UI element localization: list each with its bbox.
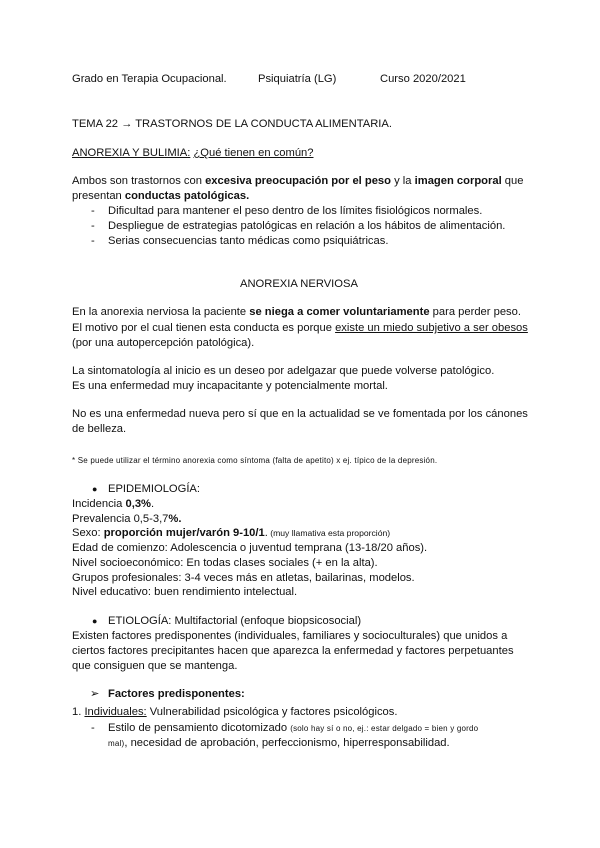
text: Estilo de pensamiento dicotomizado xyxy=(108,722,291,734)
etiology-heading: ETIOLOGÍA: Multifactorial (enfoque biopsicosocial) xyxy=(108,615,362,627)
dash-bullet: - xyxy=(91,220,95,232)
intro-text: y la xyxy=(391,175,415,187)
text: Vulnerabilidad psicológica y factores psicológicos. xyxy=(146,706,398,718)
course-name: Grado en Terapia Ocupacional. xyxy=(72,73,227,85)
groups-line: Grupos profesionales: 3-4 veces más en atletas, bailarinas, modelos. xyxy=(72,572,415,584)
paragraph-line: No es una enfermedad nueva pero sí que en la actualidad se ve fomentada por los cánones xyxy=(72,408,528,420)
heading-part-b: ¿Qué tienen en común? xyxy=(193,147,314,159)
text: En la anorexia nerviosa la paciente xyxy=(72,306,250,318)
epidemiology-heading: EPIDEMIOLOGÍA: xyxy=(108,483,201,495)
text: El motivo por el cual tienen esta conducta es porque xyxy=(72,322,336,334)
intro-text: presentan xyxy=(72,190,125,202)
paragraph-line: La sintomatología al inicio es un deseo por adelgazar que puede volverse patológico. xyxy=(72,365,495,377)
text: para perder peso. xyxy=(429,306,521,318)
paragraph-line: (por una autopercepción patológica). xyxy=(72,337,255,349)
age-line: Edad de comienzo: Adolescencia o juventud temprana (13-18/20 años). xyxy=(72,542,428,554)
prevalence-line xyxy=(72,512,181,527)
bold-text: %. xyxy=(168,513,182,525)
dash-bullet: - xyxy=(91,205,95,217)
individual-factors-line xyxy=(72,705,397,720)
education-line: Nivel educativo: buen rendimiento intelectual. xyxy=(72,586,298,598)
paragraph-line: de belleza. xyxy=(72,423,127,435)
list-item: Serias consecuencias tanto médicas como psiquiátricas. xyxy=(108,235,389,247)
bold-text: proporción mujer/varón 9-10/1 xyxy=(103,527,265,539)
paragraph-line: ciertos factores precipitantes hacen que aparezca la enfermedad y factores perpetuantes xyxy=(72,645,514,657)
paragraph-line: que consiguen que se mantenga. xyxy=(72,660,238,672)
intro-bold-3: conductas patológicas. xyxy=(124,190,250,202)
intro-text: Ambos son trastornos con xyxy=(72,175,206,187)
subject-name: Psiquiatría (LG) xyxy=(258,73,337,85)
section-heading-common xyxy=(72,146,313,161)
incidence-line xyxy=(72,497,154,512)
socio-line: Nivel socioeconómico: En todas clases sociales (+ en la alta). xyxy=(72,557,378,569)
intro-text: que xyxy=(501,175,524,187)
sex-line xyxy=(72,526,390,541)
paragraph-line xyxy=(72,305,521,320)
intro-line-1 xyxy=(72,174,523,189)
predisposing-heading: Factores predisponentes: xyxy=(108,688,245,700)
small-note: (muy llamativa esta proporción) xyxy=(267,528,391,538)
bullet-dot: ● xyxy=(92,484,98,494)
dash-bullet: - xyxy=(91,722,95,734)
list-item: Despliegue de estrategias patológicas en relación a los hábitos de alimentación. xyxy=(108,220,506,232)
bold-text: 0,3% xyxy=(125,498,151,510)
intro-bold-2: imagen corporal xyxy=(414,175,502,187)
bold-text: se niega a comer voluntariamente xyxy=(249,306,430,318)
sub-item-line xyxy=(108,736,450,751)
sub-item-line xyxy=(108,721,478,736)
text: . xyxy=(264,527,268,539)
footnote: * Se puede utilizar el término anorexia como síntoma (falta de apetito) x ej. típico de la depresión. xyxy=(72,456,438,465)
small-note: (solo hay sí o no, ej.: estar delgado = bien y gordo xyxy=(290,724,479,733)
text: Incidencia xyxy=(72,498,126,510)
arrow-bullet-icon: ➢ xyxy=(90,688,100,700)
paragraph-line: Existen factores predisponentes (individuales, familiares y socioculturales) que unidos a xyxy=(72,630,508,642)
paragraph-line: Es una enfermedad muy incapacitante y potencialmente mortal. xyxy=(72,380,388,392)
text: Prevalencia 0,5-3,7 xyxy=(72,513,169,525)
text: . xyxy=(151,498,155,510)
bullet-dot: ● xyxy=(92,616,98,626)
paragraph-line xyxy=(72,321,528,336)
small-note: mal) xyxy=(108,739,125,748)
text: , necesidad de aprobación, perfeccionismo, hiperresponsabilidad. xyxy=(124,737,450,749)
dash-bullet: - xyxy=(91,235,95,247)
topic-title: TEMA 22 → TRASTORNOS DE LA CONDUCTA ALIMENTARIA. xyxy=(72,118,392,130)
section-title-anorexia: ANOREXIA NERVIOSA xyxy=(240,278,358,290)
text: Sexo: xyxy=(72,527,104,539)
intro-bold-1: excesiva preocupación por el peso xyxy=(205,175,391,187)
academic-year: Curso 2020/2021 xyxy=(380,73,466,85)
list-item: Dificultad para mantener el peso dentro de los límites fisiológicos normales. xyxy=(108,205,483,217)
intro-line-2 xyxy=(72,189,249,204)
underlined-text: existe un miedo subjetivo a ser obesos xyxy=(335,322,528,334)
underlined-label: Individuales: xyxy=(84,706,147,718)
item-number: 1. xyxy=(72,706,85,718)
heading-part-a: ANOREXIA Y BULIMIA: xyxy=(72,147,191,159)
